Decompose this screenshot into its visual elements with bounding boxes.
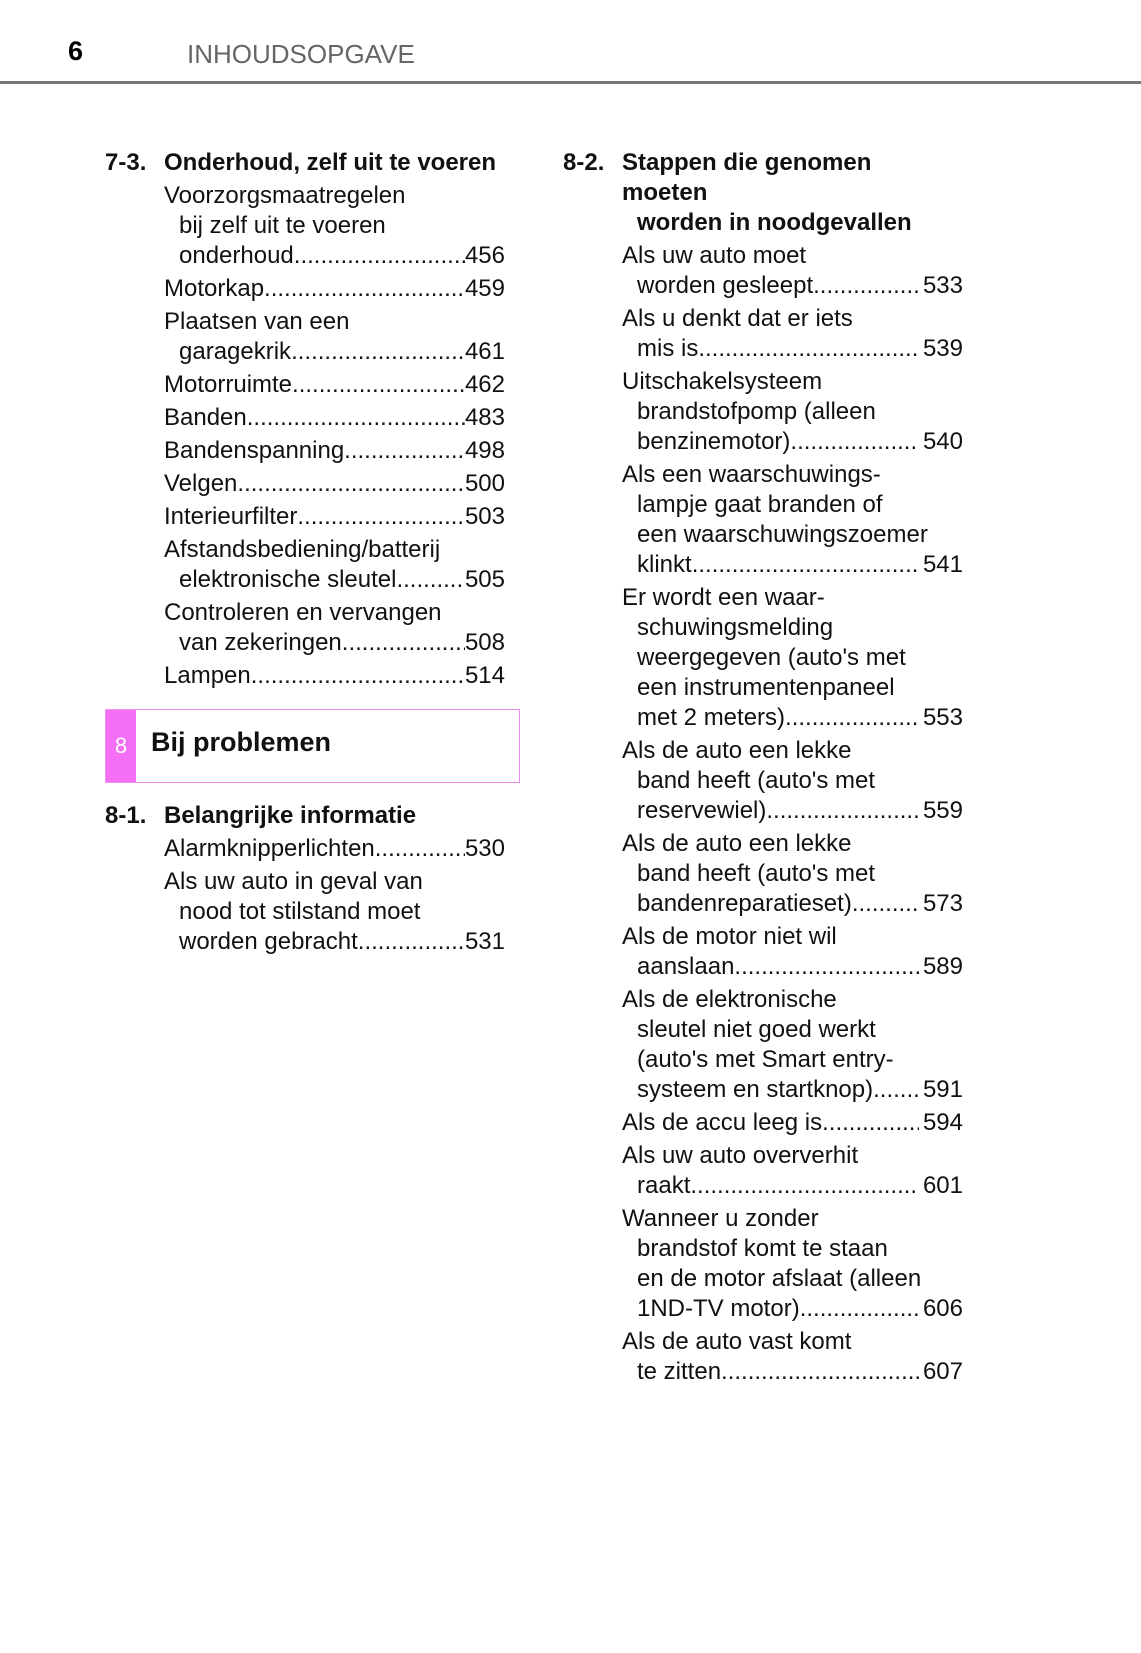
toc-entry[interactable] (622, 829, 963, 919)
dot-leader (292, 370, 465, 400)
toc-entry-line (164, 927, 505, 957)
toc-entry[interactable] (622, 985, 963, 1105)
toc-page-number[interactable]: 601 (922, 1172, 963, 1199)
toc-page-number[interactable]: 594 (922, 1109, 963, 1136)
toc-entry-text: garagekrik (179, 338, 292, 365)
toc-entry-line: Als u denkt dat er iets (622, 305, 853, 332)
section-heading (105, 148, 505, 178)
toc-page-number[interactable]: 559 (922, 797, 963, 824)
toc-entry-line (622, 427, 963, 457)
toc-entry-text: van zekeringen (179, 629, 342, 656)
toc-entry-line: Als de motor niet wil (622, 923, 837, 950)
toc-page-number[interactable]: 461 (464, 338, 505, 365)
toc-entry-line: Wanneer u zonder (622, 1205, 819, 1232)
toc-entry[interactable] (164, 403, 505, 433)
toc-entry-line: nood tot stilstand moet (179, 898, 421, 925)
toc-entry-line (622, 889, 963, 919)
toc-entry-line (622, 1357, 963, 1387)
toc-entry-text: Alarmknipperlichten (164, 835, 375, 862)
toc-entry-line (164, 661, 505, 691)
section-title-line: Stappen die genomen moeten (622, 149, 872, 206)
toc-entry-line: Voorzorgsmaatregelen (164, 182, 406, 209)
toc-entry-line (622, 952, 963, 982)
toc-entry-text: aanslaan (637, 953, 735, 980)
toc-entry-line (164, 370, 505, 400)
toc-entry-line: band heeft (auto's met (637, 767, 876, 794)
dot-leader (790, 427, 919, 457)
toc-entry-text: Bandenspanning (164, 437, 345, 464)
toc-entry-line (164, 436, 505, 466)
toc-entry-line (622, 1108, 963, 1138)
toc-entry-text: Interieurfilter (164, 503, 298, 530)
toc-section (563, 148, 963, 1387)
toc-entry-text: systeem en startknop) (637, 1076, 874, 1103)
toc-entry-line (164, 469, 505, 499)
dot-leader (251, 661, 465, 691)
toc-entry[interactable] (164, 867, 505, 957)
chapter-title: Bij problemen (151, 727, 332, 757)
dot-leader (247, 403, 465, 433)
toc-entry[interactable] (164, 307, 505, 367)
toc-page-number[interactable]: 531 (464, 928, 505, 955)
toc-entry-line: brandstofpomp (alleen (637, 398, 876, 425)
toc-page-number[interactable]: 483 (464, 404, 505, 431)
toc-entry-text: 1ND-TV motor) (637, 1295, 800, 1322)
toc-page-number[interactable]: 505 (464, 566, 505, 593)
section-title-line: Belangrijke informatie (164, 802, 417, 829)
toc-entry-line: (auto's met Smart entry- (637, 1046, 894, 1073)
toc-entry-text: klinkt (637, 551, 692, 578)
toc-entry[interactable] (622, 922, 963, 982)
dot-leader (698, 334, 919, 364)
dot-leader (822, 1108, 919, 1138)
toc-page-number[interactable]: 456 (464, 242, 505, 269)
toc-entry-text: mis is (637, 335, 699, 362)
toc-entry-line (164, 834, 505, 864)
section-number: 8-1. (105, 802, 147, 829)
right-column (563, 148, 963, 1390)
toc-entry-line: sleutel niet goed werkt (637, 1016, 876, 1043)
dot-leader (237, 469, 465, 499)
section-title-line: Onderhoud, zelf uit te voeren (164, 149, 497, 176)
toc-entry-line: lampje gaat branden of (637, 491, 883, 518)
toc-entry-line: en de motor afslaat (alleen (637, 1265, 922, 1292)
toc-entry-text: reservewiel) (637, 797, 767, 824)
dot-leader (297, 502, 465, 532)
toc-entry[interactable] (164, 469, 505, 499)
toc-entry-line (164, 241, 505, 271)
toc-entry[interactable] (164, 834, 505, 864)
toc-entry-line (622, 334, 963, 364)
toc-entry-line: Als de elektronische (622, 986, 837, 1013)
toc-entry-line (164, 403, 505, 433)
page-number: 6 (68, 36, 84, 66)
toc-entry[interactable] (622, 304, 963, 364)
dot-leader (873, 1075, 919, 1105)
toc-entry-line: Er wordt een waar- (622, 584, 825, 611)
toc-entry[interactable] (622, 1327, 963, 1387)
toc-entry-line: Uitschakelsysteem (622, 368, 823, 395)
toc-entry[interactable] (622, 1108, 963, 1138)
toc-entry-line: schuwingsmelding (637, 614, 834, 641)
toc-entry-line: band heeft (auto's met (637, 860, 876, 887)
toc-entry-line (164, 565, 505, 595)
chapter-number: 8 (106, 710, 136, 782)
toc-entry[interactable] (164, 436, 505, 466)
toc-entry-line: weergegeven (auto's met (637, 644, 906, 671)
toc-entry-text: met 2 meters) (637, 704, 786, 731)
section-number: 8-2. (563, 149, 605, 176)
toc-entry-line: Als de auto een lekke (622, 830, 852, 857)
dot-leader (344, 436, 465, 466)
toc-entry-text: worden gebracht (179, 928, 358, 955)
toc-page-number[interactable]: 553 (922, 704, 963, 731)
dot-leader (852, 889, 919, 919)
toc-entry-line (622, 1075, 963, 1105)
toc-entry[interactable] (164, 502, 505, 532)
toc-entry-text: worden gesleept (637, 272, 814, 299)
toc-page-number[interactable]: 591 (922, 1076, 963, 1103)
toc-entry-line: Als een waarschuwings- (622, 461, 881, 488)
toc-page-number[interactable]: 503 (464, 503, 505, 530)
left-column (105, 148, 505, 960)
toc-entry[interactable] (622, 460, 963, 580)
toc-entry[interactable] (164, 598, 505, 658)
toc-entry[interactable] (164, 535, 505, 595)
toc-entry-line: Als uw auto oververhit (622, 1142, 859, 1169)
dot-leader (358, 927, 465, 957)
dot-leader (766, 796, 919, 826)
toc-page-number[interactable]: 606 (922, 1295, 963, 1322)
section-title (164, 148, 496, 178)
section-number: 7-3. (105, 149, 147, 176)
toc-entry-line (622, 271, 963, 301)
toc-entry-line (164, 274, 505, 304)
toc-entry-text: bandenreparatieset) (637, 890, 852, 917)
toc-page-number[interactable]: 459 (464, 275, 505, 302)
toc-entry-line: een instrumentenpaneel (637, 674, 895, 701)
toc-entry-line (622, 1294, 963, 1324)
toc-entry-text: Motorruimte (164, 371, 293, 398)
toc-entry-text: onderhoud (179, 242, 294, 269)
toc-page-number[interactable]: 530 (464, 835, 505, 862)
toc-page-number[interactable]: 462 (464, 371, 505, 398)
toc-entry-line (622, 703, 963, 733)
toc-entry-line: brandstof komt te staan (637, 1235, 888, 1262)
section-heading (105, 801, 505, 831)
toc-entry-line: Als de auto een lekke (622, 737, 852, 764)
toc-entry-text: Velgen (164, 470, 238, 497)
toc-entry[interactable] (622, 1204, 963, 1324)
toc-entry-line: Als de auto vast komt (622, 1328, 852, 1355)
toc-entry[interactable] (164, 661, 505, 691)
toc-entry-text: elektronische sleutel (179, 566, 397, 593)
toc-entry-text: benzinemotor) (637, 428, 791, 455)
dot-leader (692, 550, 919, 580)
dot-leader (264, 274, 465, 304)
toc-entry-line (622, 1171, 963, 1201)
toc-entry-line: bij zelf uit te voeren (179, 212, 386, 239)
toc-entry[interactable] (622, 241, 963, 301)
toc-entry[interactable] (622, 367, 963, 457)
dot-leader (785, 703, 919, 733)
toc-page-number[interactable]: 589 (922, 953, 963, 980)
dot-leader (721, 1357, 919, 1387)
section-heading (563, 148, 963, 238)
section-title (164, 801, 416, 831)
page-title: INHOUDSOPGAVE (187, 39, 415, 69)
toc-page-number[interactable]: 607 (922, 1358, 963, 1385)
section-title (622, 148, 963, 238)
toc-entry-text: Banden (164, 404, 247, 431)
header-divider (0, 81, 1141, 84)
toc-entry-line: Plaatsen van een (164, 308, 350, 335)
toc-entry[interactable] (622, 736, 963, 826)
toc-section (105, 801, 505, 957)
toc-entry-text: Als de accu leeg is (622, 1109, 823, 1136)
toc-entry-line: een waarschuwingszoemer (637, 521, 928, 548)
toc-page-number[interactable]: 533 (922, 272, 963, 299)
dot-leader (690, 1171, 919, 1201)
toc-entry-text: raakt (637, 1172, 691, 1199)
toc-entry-text: Motorkap (164, 275, 265, 302)
dot-leader (734, 952, 919, 982)
toc-entry-line (622, 550, 963, 580)
toc-entry[interactable] (164, 274, 505, 304)
toc-section (105, 148, 505, 691)
toc-entry-line (164, 628, 505, 658)
toc-entry[interactable] (164, 370, 505, 400)
toc-entry-line (164, 502, 505, 532)
toc-entry-line (622, 796, 963, 826)
dot-leader (342, 628, 465, 658)
toc-page-number[interactable]: 498 (464, 437, 505, 464)
toc-entry-text: Lampen (164, 662, 251, 689)
dot-leader (375, 834, 465, 864)
toc-page-number[interactable]: 539 (922, 335, 963, 362)
toc-entry-line: Afstandsbediening/batterij (164, 536, 441, 563)
toc-page-number[interactable]: 541 (922, 551, 963, 578)
toc-entry-line: Als uw auto moet (622, 242, 807, 269)
chapter-banner (105, 709, 520, 783)
toc-entry-line (164, 337, 505, 367)
toc-page-number[interactable]: 573 (922, 890, 963, 917)
dot-leader (291, 337, 465, 367)
toc-entry[interactable] (622, 583, 963, 733)
dot-leader (396, 565, 465, 595)
toc-entry[interactable] (622, 1141, 963, 1201)
section-title-line: worden in noodgevallen (637, 209, 912, 236)
toc-entry-text: te zitten (637, 1358, 722, 1385)
toc-entry[interactable] (164, 181, 505, 271)
toc-page-number[interactable]: 500 (464, 470, 505, 497)
dot-leader (813, 271, 919, 301)
toc-entry-line: Controleren en vervangen (164, 599, 442, 626)
toc-page-number[interactable]: 540 (922, 428, 963, 455)
toc-entry-line: Als uw auto in geval van (164, 868, 423, 895)
toc-page-number[interactable]: 508 (464, 629, 505, 656)
dot-leader (800, 1294, 919, 1324)
toc-page-number[interactable]: 514 (464, 662, 505, 689)
dot-leader (294, 241, 465, 271)
